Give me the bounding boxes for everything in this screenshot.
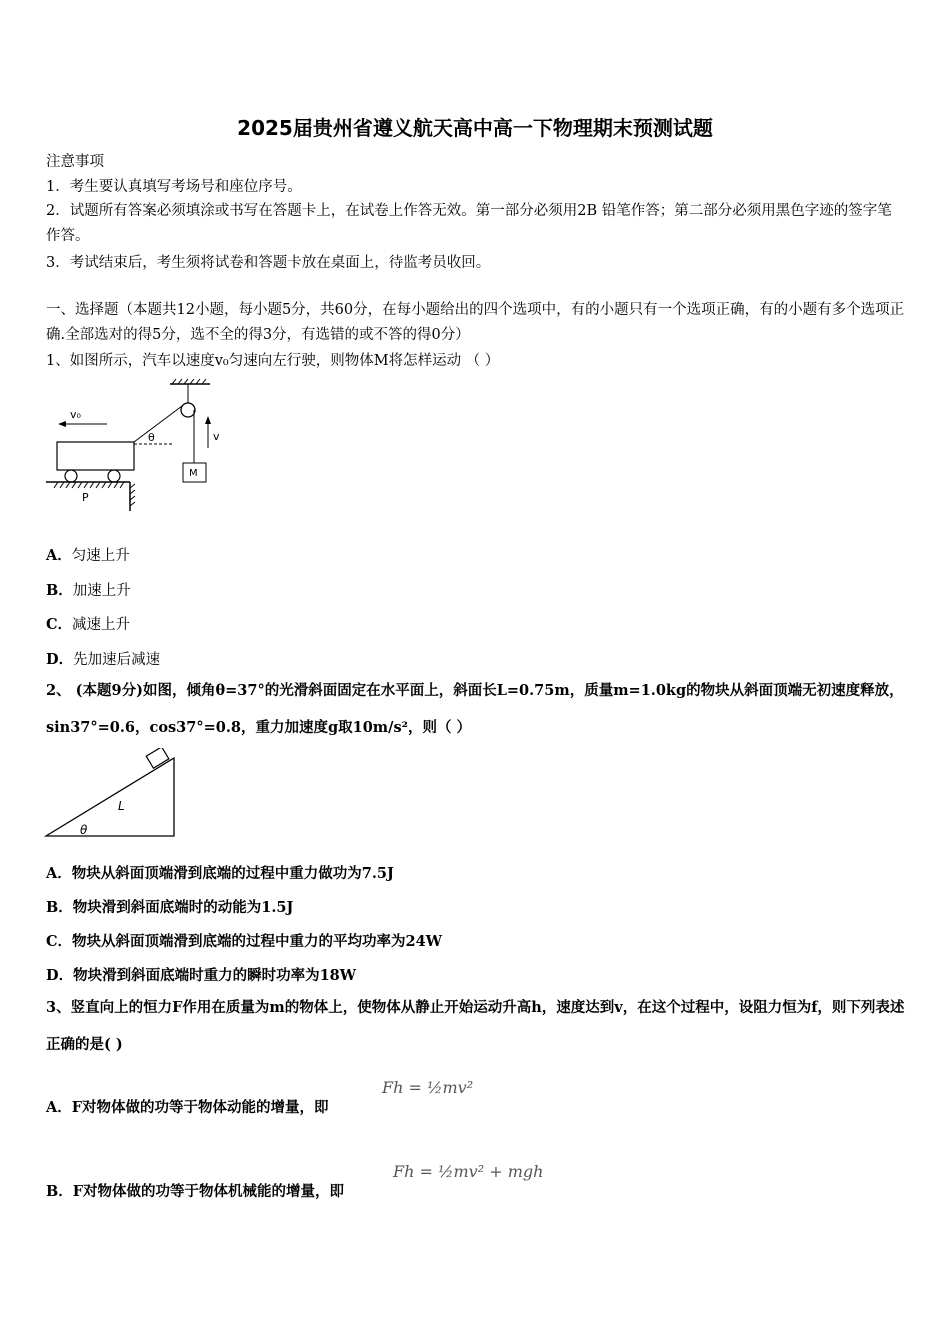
fig2-L-label: L <box>118 799 125 813</box>
section1-heading: 一、选择题（本题共12小题，每小题5分，共60分，在每小题给出的四个选项中，有的小题只有一个选项正确，有的小题有多个选项正确.全部选对的得5分，选不全的得3分，有选错的或不答的得0分） <box>46 302 905 343</box>
q1-option-a: A．匀速上升 <box>46 547 130 564</box>
pulley <box>181 403 195 417</box>
q3-option-b-formula: Fh = ½mv² + mgh <box>393 1162 544 1181</box>
q2-option-b: B．物块滑到斜面底端时的动能为1.5J <box>46 899 294 916</box>
q3-option-b: B．F对物体做的功等于物体机械能的增量，即 <box>46 1183 345 1200</box>
page-title: 2025届贵州省遵义航天高中高一下物理期末预测试题 <box>237 116 713 140</box>
q3-stem: 3、竖直向上的恒力F作用在质量为m的物体上，使物体从静止开始运动升高h，速度达到v，在这个过程中，设阻力恒为f，则下列表述正确的是( ) <box>46 999 905 1053</box>
q1-option-c: C．减速上升 <box>46 616 131 633</box>
q2-option-d: D．物块滑到斜面底端时重力的瞬时功率为18W <box>46 967 357 984</box>
q3-option-a-formula: Fh = ½mv² <box>382 1078 474 1097</box>
fig1-v0-label: v₀ <box>70 408 81 421</box>
q2-stem: 2、 (本题9分)如图，倾角θ=37°的光滑斜面固定在水平面上，斜面长L=0.75m，质量m=1.0kg的物块从斜面顶端无初速度释放，sin37°=0.6，cos37°=0.8，重力加速度g取10m/s²，则（ ） <box>46 682 904 736</box>
q2-option-a: A．物块从斜面顶端滑到底端的过程中重力做功为7.5J <box>46 865 394 882</box>
q2-option-c: C．物块从斜面顶端滑到底端的过程中重力的平均功率为24W <box>46 933 443 950</box>
fig1-v-label: v <box>213 430 220 443</box>
notice-item-2: 2．试题所有答案必须填涂或书写在答题卡上，在试卷上作答无效。第一部分必须用2B 铅笔作答；第二部分必须用黑色字迹的签字笔作答。 <box>46 203 892 244</box>
fig1-theta-label: θ <box>148 431 155 444</box>
block-on-incline <box>146 748 169 768</box>
car-body <box>57 442 134 470</box>
q1-option-b: B．加速上升 <box>46 582 131 599</box>
notice-item-3: 3．考试结束后，考生须将试卷和答题卡放在桌面上，待监考员收回。 <box>46 255 491 271</box>
notice-item-1: 1．考生要认真填写考场号和座位序号。 <box>46 179 302 195</box>
q1-option-d: D．先加速后减速 <box>46 651 161 668</box>
q3-option-a: A．F对物体做的功等于物体动能的增量，即 <box>46 1099 329 1116</box>
q1-figure <box>44 378 244 513</box>
fig1-M-label: M <box>189 468 198 479</box>
q1-stem: 1、如图所示，汽车以速度v₀匀速向左行驶，则物体M将怎样运动 （ ） <box>46 353 500 369</box>
fig1-P-label: P <box>82 491 89 504</box>
q2-figure <box>44 748 184 843</box>
fig2-theta-label: θ <box>80 823 88 837</box>
notice-heading: 注意事项 <box>46 154 104 170</box>
